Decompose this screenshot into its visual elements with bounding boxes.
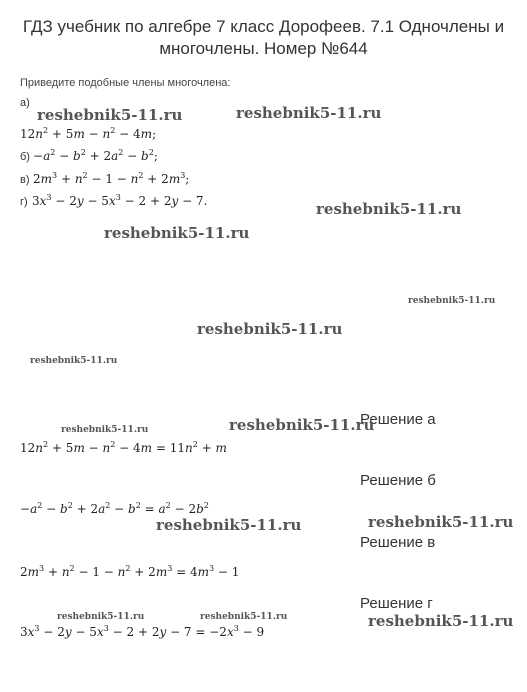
solution-c-heading: Решение в: [360, 534, 436, 551]
task-b-expression: $-a^2 - b^2 + 2a^2 - b^2$;: [33, 148, 158, 163]
watermark: reshebnik5-11.ru: [368, 612, 514, 630]
task-d-expression: $3x^3 - 2y - 5x^3 - 2 + 2y - 7$.: [32, 193, 208, 208]
watermark: reshebnik5-11.ru: [156, 516, 302, 534]
watermark: reshebnik5-11.ru: [30, 356, 118, 366]
watermark: reshebnik5-11.ru: [200, 612, 288, 622]
solution-a-heading: Решение а: [360, 411, 436, 428]
watermark: reshebnik5-11.ru: [104, 224, 250, 242]
solution-b-expression: $-a^2 - b^2 + 2a^2 - b^2 = a^2 - 2b^2$: [20, 501, 209, 516]
page-title-line-1: ГДЗ учебник по алгебре 7 класс Дорофеев. 7.1 Одночлены и: [22, 17, 505, 36]
watermark: reshebnik5-11.ru: [229, 416, 375, 434]
task-a-label: а): [20, 97, 30, 109]
solution-c-expression: $2m^3 + n^2 - 1 - n^2 + 2m^3 = 4m^3 - 1$: [20, 564, 240, 579]
watermark: reshebnik5-11.ru: [236, 104, 382, 122]
watermark: reshebnik5-11.ru: [408, 296, 496, 306]
solution-d-expression: $3x^3 - 2y - 5x^3 - 2 + 2y - 7 = -2x^3 - 9$: [20, 624, 265, 639]
solution-b-heading: Решение б: [360, 472, 436, 489]
solution-a-expression: $12n^2 + 5m - n^2 - 4m = 11n^2 + m$: [20, 440, 227, 455]
watermark: reshebnik5-11.ru: [197, 320, 343, 338]
solution-d-heading: Решение г: [360, 595, 433, 612]
task-d-label: г): [20, 196, 28, 208]
watermark: reshebnik5-11.ru: [316, 200, 462, 218]
task-intro: Приведите подобные члены многочлена:: [20, 77, 231, 89]
watermark: reshebnik5-11.ru: [61, 425, 149, 435]
watermark: reshebnik5-11.ru: [57, 612, 145, 622]
page-title-line-2: многочлены. Номер №644: [159, 39, 368, 58]
task-c-expression: $2m^3 + n^2 - 1 - n^2 + 2m^3$;: [33, 171, 190, 186]
task-c-label: в): [20, 174, 30, 186]
watermark: reshebnik5-11.ru: [37, 106, 183, 124]
task-a-expression: $12n^2 + 5m - n^2 - 4m$;: [20, 126, 157, 141]
watermark: reshebnik5-11.ru: [368, 513, 514, 531]
task-b-label: б): [20, 151, 30, 163]
page-title: [0, 16, 527, 60]
